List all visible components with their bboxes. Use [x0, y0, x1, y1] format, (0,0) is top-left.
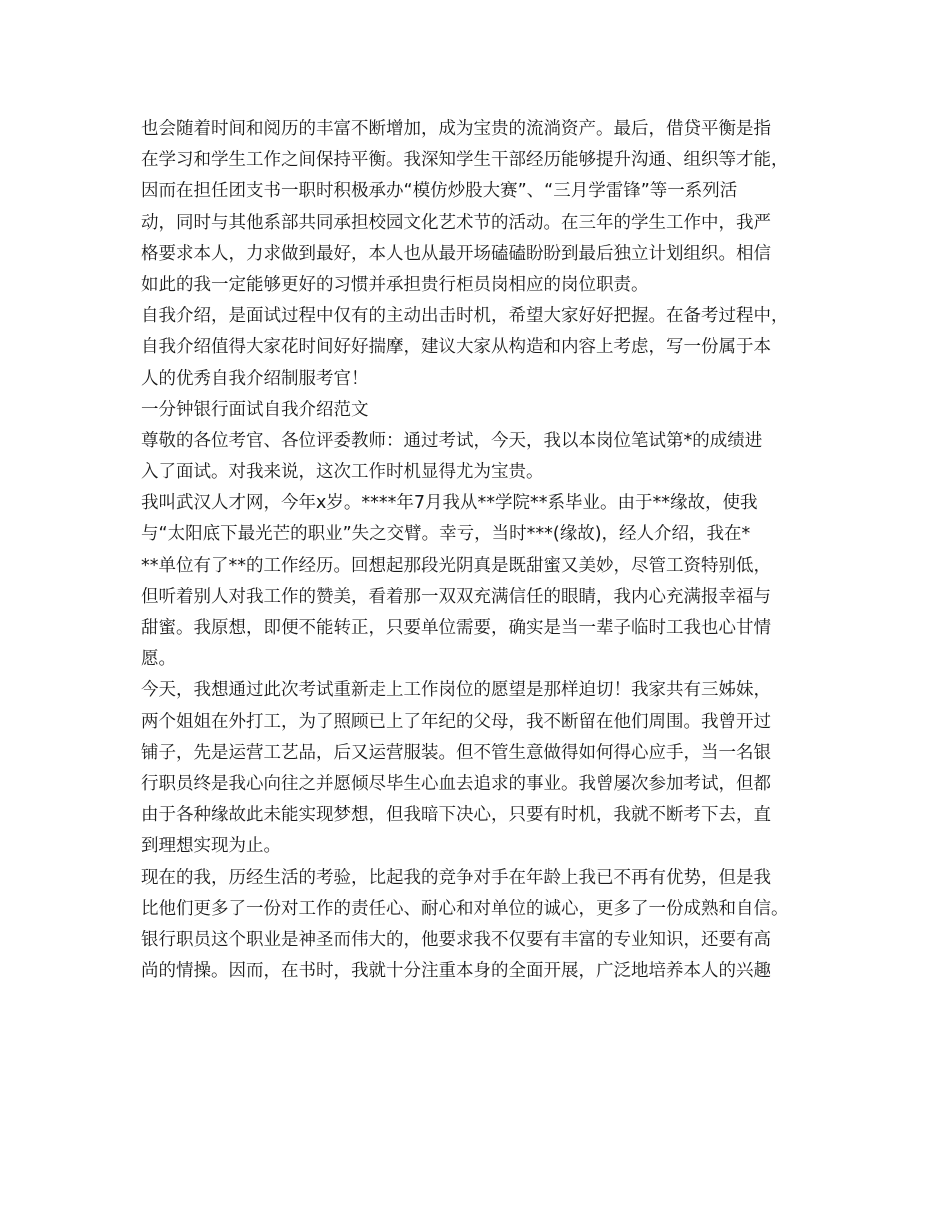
text-line: 入了面试。对我来说，这次工作时机显得尤为宝贵。 — [141, 462, 544, 483]
text-line: **单位有了**的工作经历。回想起那段光阴真是既甜蜜又美妙，尽管工资特别低， — [141, 555, 771, 576]
text-line: 与“太阳底下最光芒的职业”失之交臂。幸亏，当时***(缘故)，经人介绍，我在* — [141, 524, 751, 545]
text-line: 人的优秀自我介绍制服考官！ — [141, 368, 369, 389]
text-line: 格要求本人，力求做到最好，本人也从最开场磕磕盼盼到最后独立计划组织。相信 — [141, 243, 771, 264]
text-line: 两个姐姐在外打工，为了照顾已上了年纪的父母，我不断留在他们周围。我曾开过 — [141, 711, 771, 732]
section-heading: 一分钟银行面试自我介绍范文 — [141, 399, 369, 420]
text-line: 行职员终是我心向往之并愿倾尽毕生心血去追求的事业。我曾屡次参加考试，但都 — [141, 773, 771, 794]
text-line: 到理想实现为止。 — [141, 836, 281, 857]
text-line: 尚的情操。因而，在书时，我就十分注重本身的全面开展，广泛地培养本人的兴趣 — [141, 961, 771, 982]
text-line: 比他们更多了一份对工作的责任心、耐心和对单位的诚心，更多了一份成熟和自信。 — [141, 898, 789, 919]
text-line: 今天，我想通过此次考试重新走上工作岗位的愿望是那样迫切！我家共有三姊妹， — [141, 680, 771, 701]
text-line: 但听着别人对我工作的赞美，看着那一双双充满信任的眼睛，我内心充满报幸福与 — [141, 586, 771, 607]
text-line: 因而在担任团支书一职时积极承办“模仿炒股大赛”、“三月学雷锋”等一系列活 — [141, 181, 738, 202]
body-text — [141, 114, 821, 987]
text-line: 也会随着时间和阅历的丰富不断增加，成为宝贵的流淌资产。最后，借贷平衡是指 — [141, 119, 771, 139]
text-line: 自我介绍，是面试过程中仅有的主动出击时机，希望大家好好把握。在备考过程中， — [141, 306, 789, 327]
text-line: 动，同时与其他系部共同承担校园文化艺术节的活动。在三年的学生工作中，我严 — [141, 212, 771, 233]
text-line: 由于各种缘故此未能实现梦想，但我暗下决心，只要有时机，我就不断考下去，直 — [141, 805, 771, 826]
text-line: 我叫武汉人才网，今年x岁。****年7月我从**学院**系毕业。由于**缘故，使我 — [141, 493, 758, 514]
text-line: 如此的我一定能够更好的习惯并承担贵行柜员岗相应的岗位职责。 — [141, 274, 649, 295]
text-line: 愿。 — [141, 649, 176, 670]
text-line: 银行职员这个职业是神圣而伟大的，他要求我不仅要有丰富的专业知识，还要有高 — [141, 929, 771, 950]
text-line: 现在的我，历经生活的考验，比起我的竞争对手在年龄上我已不再有优势，但是我 — [141, 867, 771, 888]
text-line: 自我介绍值得大家花时间好好揣摩，建议大家从构造和内容上考虑，写一份属于本 — [141, 337, 771, 358]
text-line: 尊敬的各位考官、各位评委教师：通过考试，今天，我以本岗位笔试第*的成绩进 — [141, 430, 763, 451]
text-line: 铺子，先是运营工艺品，后又运营服装。但不管生意做得如何得心应手，当一名银 — [141, 742, 771, 763]
text-line: 甜蜜。我原想，即便不能转正，只要单位需要，确实是当一辈子临时工我也心甘情 — [141, 618, 771, 638]
text-line: 在学习和学生工作之间保持平衡。我深知学生干部经历能够提升沟通、组织等才能， — [141, 150, 789, 171]
